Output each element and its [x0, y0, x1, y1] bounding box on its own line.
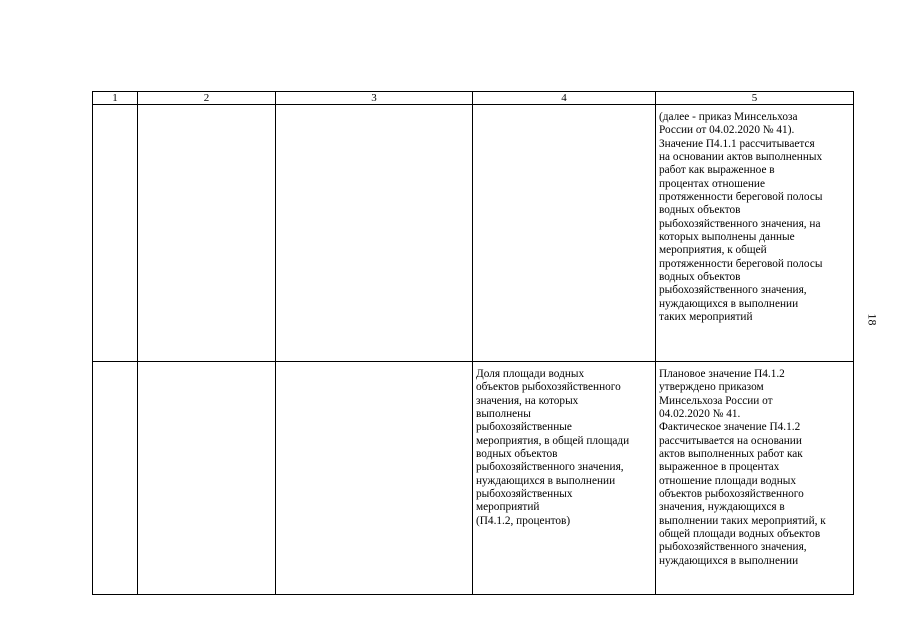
row2-col4-text: Доля площади водных объектов рыбохозяйственного значения, на которых выполнены рыбохозяйственные мероприятия, в общей площади водных объектов рыбохозяйственного значения, нуждающихся в выполнении рыбохозяйственных мероприятий (П4.1.2, процентов) [476, 368, 630, 527]
row1-col4-text [473, 105, 655, 115]
row1-cell-4 [473, 105, 656, 362]
row1-col5-text: (далее - приказ Минсельхоза России от 04.02.2020 № 41). Значение П4.1.1 рассчитывается на основании актов выполненных работ как выраженное в процентах отношение протяженности береговой полосы водных объектов рыбохозяйственного значения, на которых выполнены данные мероприятия, к общей протяженности береговой полосы водных объектов рыбохозяйственного значения, нуждающихся в выполнении таких мероприятий [659, 111, 823, 324]
row2-col3-text [276, 362, 472, 372]
row1-col1-text [93, 105, 137, 115]
table-row [93, 105, 854, 362]
row1-col2-text [138, 105, 275, 115]
row1-cell-5 [656, 105, 854, 362]
header-cell-3: 3 [276, 92, 473, 105]
header-cell-2: 2 [138, 92, 276, 105]
row2-cell-3 [276, 362, 473, 595]
table-header-row [93, 92, 854, 105]
header-cell-4: 4 [473, 92, 656, 105]
table-row [93, 362, 854, 595]
row2-col5-text: Плановое значение П4.1.2 утверждено приказом Минсельхоза России от 04.02.2020 № 41. Фактическое значение П4.1.2 рассчитывается на основании актов выполненных работ как выраженное в процентах отношение площади водных объектов рыбохозяйственного значения, нуждающихся в выполнении таких мероприятий, к общей площади водных объектов рыбохозяйственного значения, нуждающихся в выполнении [659, 368, 826, 567]
row2-cell-1 [93, 362, 138, 595]
row2-col1-text [93, 362, 137, 372]
page-number: 18 [865, 313, 880, 326]
row2-col2-text [138, 362, 275, 372]
header-cell-5: 5 [656, 92, 854, 105]
row1-col3-text [276, 105, 472, 115]
row2-cell-5 [656, 362, 854, 595]
row1-cell-3 [276, 105, 473, 362]
header-cell-1: 1 [93, 92, 138, 105]
row1-cell-2 [138, 105, 276, 362]
row1-cell-1 [93, 105, 138, 362]
row2-cell-2 [138, 362, 276, 595]
row2-cell-4 [473, 362, 656, 595]
document-table [92, 91, 854, 595]
